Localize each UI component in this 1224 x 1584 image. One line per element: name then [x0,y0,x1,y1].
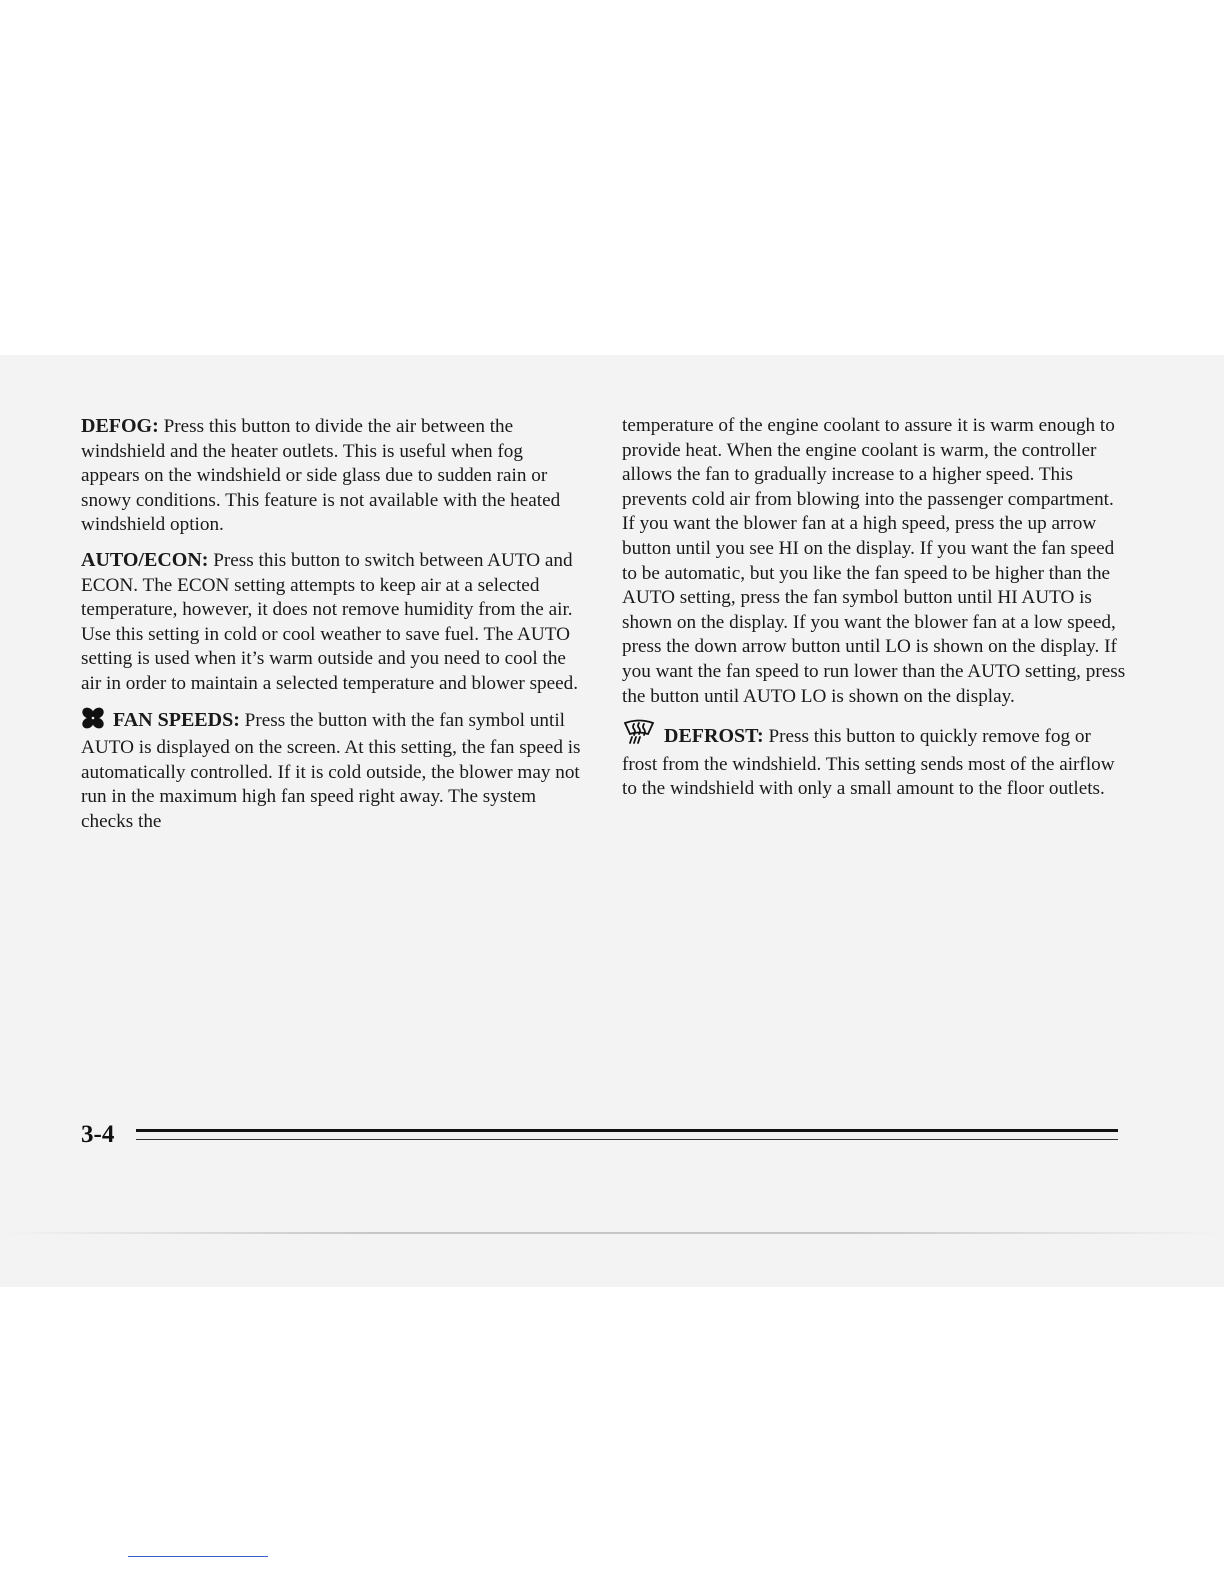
defrost-paragraph [622,719,1127,802]
fan-speeds-continuation-paragraph [622,414,1127,709]
defrost-icon [622,719,656,753]
page-edge-shadow [0,1232,1224,1234]
defog-text: Press this button to divide the air between the windshield and the heater outlets. This is useful when fog appears on the windshield or side glass due to sudden rain or snowy conditions. This feature is not available with the heated windshield option. [81,416,561,536]
page-number: 3-4 [81,1121,115,1148]
footer-link-underline [128,1556,268,1557]
fan-icon [81,707,105,737]
fan-speeds-continuation-text: temperature of the engine coolant to assure it is warm enough to provide heat. When the engine coolant is warm, the controller allows the fan to gradually increase to a higher speed. This prevents cold air from blowing into the passenger compartment. If you want the blower fan at a high speed, press the up arrow button until you see HI on the display. If you want the fan speed to be automatic, but you like the fan speed to be higher than the AUTO setting, press the fan symbol button until HI AUTO is shown on the display. If you want the blower fan at a low speed, press the down arrow button until LO is shown on the display. If you want the fan speed to run lower than the AUTO setting, press the button until AUTO LO is shown on the display. [622,415,1126,707]
defog-term: DEFOG: [81,415,159,437]
footer-rule-thick [136,1129,1118,1132]
fan-speeds-text: Press the button with the fan symbol until AUTO is displayed on the screen. At this setting, the fan speed is automatically controlled. If it is cold outside, the blower may not run in the maximum high fan speed right away. The system checks the [81,709,581,832]
auto-econ-term: AUTO/ECON: [81,548,209,571]
right-column [622,414,1127,812]
fan-speeds-term: FAN SPEEDS: [113,708,240,731]
auto-econ-text: Press this button to switch between AUTO and ECON. The ECON setting attempts to keep air at a selected temperature, however, it does not remove humidity from the air. Use this setting in cold or cool weather to save fuel. The AUTO setting is used when it’s warm outside and you need to cool the air in order to maintain a selected temperature and blower speed. [81,549,579,694]
footer-rule-thin [136,1139,1118,1140]
left-column [81,414,586,845]
fan-speeds-paragraph [81,707,586,835]
auto-econ-paragraph [81,548,586,697]
defrost-text: Press this button to quickly remove fog or frost from the windshield. This setting sends most of the airflow to the windshield with only a small amount to the floor outlets. [622,726,1115,800]
defrost-term: DEFROST: [664,725,764,748]
defog-paragraph [81,414,586,538]
